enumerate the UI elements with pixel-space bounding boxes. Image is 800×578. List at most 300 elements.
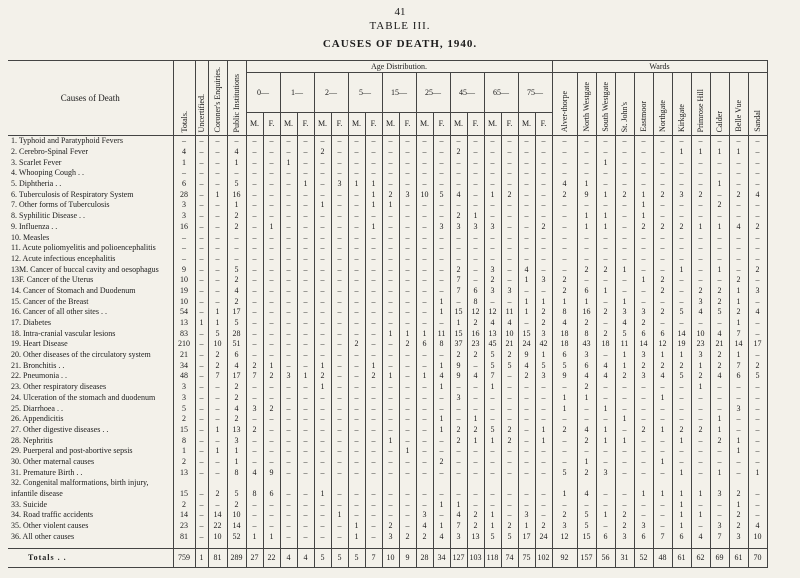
table-cell: 2 xyxy=(535,521,552,532)
table-cell: – xyxy=(596,275,615,286)
table-cell: – xyxy=(467,382,484,393)
table-cell: 12 xyxy=(552,531,577,542)
table-cell: – xyxy=(450,382,467,393)
table-row xyxy=(8,211,767,222)
table-cell: 1 xyxy=(227,157,246,168)
table-cell: – xyxy=(615,211,634,222)
table-cell: 2 xyxy=(501,189,518,200)
table-cell: – xyxy=(710,254,729,265)
table-cell: – xyxy=(518,232,535,243)
table-cell: – xyxy=(577,147,596,158)
table-cell: – xyxy=(382,179,399,190)
table-cell: – xyxy=(653,382,672,393)
table-cell: 6 xyxy=(467,286,484,297)
table-cell: 2 xyxy=(634,222,653,233)
table-cell: 54 xyxy=(173,307,195,318)
table-cell: 3 xyxy=(615,531,634,542)
table-cell: – xyxy=(634,168,653,179)
table-cell: – xyxy=(615,446,634,457)
table-cell: – xyxy=(596,318,615,329)
table-cell: 2 xyxy=(729,489,748,500)
table-cell: 1 xyxy=(399,446,416,457)
table-cell: – xyxy=(691,435,710,446)
table-cell: – xyxy=(382,243,399,254)
table-cell: 1 xyxy=(653,393,672,404)
table-cell: 4 xyxy=(484,318,501,329)
table-cell: – xyxy=(653,136,672,147)
table-cell: – xyxy=(729,243,748,254)
table-cell: – xyxy=(399,157,416,168)
table-cell: 5 xyxy=(484,360,501,371)
table-cell: – xyxy=(433,510,450,521)
table-cell: – xyxy=(195,457,208,468)
table-cell: – xyxy=(535,179,552,190)
female-header: F. xyxy=(501,113,518,136)
cause-name: 33. Suicide xyxy=(8,499,173,510)
table-cell: – xyxy=(634,382,653,393)
table-cell: – xyxy=(691,457,710,468)
table-cell: – xyxy=(399,425,416,436)
table-cell: 4 xyxy=(227,360,246,371)
table-cell: – xyxy=(348,446,365,457)
table-cell: 1 xyxy=(672,264,691,275)
table-cell: 1 xyxy=(263,222,280,233)
table-cell: – xyxy=(195,254,208,265)
table-cell: 3 xyxy=(484,222,501,233)
table-cell: 1 xyxy=(365,222,382,233)
table-cell: – xyxy=(653,318,672,329)
table-cell: 1 xyxy=(208,446,227,457)
table-cell: – xyxy=(653,521,672,532)
table-cell: 2 xyxy=(653,360,672,371)
table-cell: – xyxy=(263,264,280,275)
table-cell xyxy=(314,478,331,489)
table-cell: 42 xyxy=(535,339,552,350)
table-cell: 4 xyxy=(653,371,672,382)
table-cell: 5 xyxy=(208,328,227,339)
table-cell: – xyxy=(653,499,672,510)
table-cell: – xyxy=(365,446,382,457)
table-cell: – xyxy=(450,296,467,307)
table-cell: 2 xyxy=(382,189,399,200)
cause-name: 12. Acute infectious encephalitis xyxy=(8,254,173,265)
table-cell: 3 xyxy=(173,382,195,393)
table-cell: – xyxy=(416,360,433,371)
table-cell: – xyxy=(348,414,365,425)
table-cell: – xyxy=(297,435,314,446)
table-cell: 2 xyxy=(399,531,416,542)
table-cell: – xyxy=(227,243,246,254)
table-cell: – xyxy=(634,393,653,404)
table-cell: 10 xyxy=(416,189,433,200)
table-cell: – xyxy=(691,414,710,425)
table-cell: 1 xyxy=(246,531,263,542)
table-cell: 1 xyxy=(634,200,653,211)
table-cell: 4 xyxy=(748,521,767,532)
table-cell: – xyxy=(297,264,314,275)
table-cell: 2 xyxy=(501,350,518,361)
table-cell: 6 xyxy=(552,350,577,361)
table-cell: 1 xyxy=(348,521,365,532)
table-cell: – xyxy=(173,232,195,243)
table-cell: – xyxy=(672,179,691,190)
table-cell: 1 xyxy=(314,489,331,500)
table-cell: 2 xyxy=(518,371,535,382)
table-cell: – xyxy=(691,264,710,275)
table-cell: 13 xyxy=(227,425,246,436)
age-range-header: 2— xyxy=(314,73,348,113)
table-cell xyxy=(331,478,348,489)
table-cell: – xyxy=(484,457,501,468)
table-cell: – xyxy=(382,467,399,478)
table-cell: – xyxy=(518,222,535,233)
table-cell: – xyxy=(195,339,208,350)
table-cell: – xyxy=(535,286,552,297)
table-cell: 2 xyxy=(173,457,195,468)
table-cell: 4 xyxy=(710,371,729,382)
table-cell: – xyxy=(416,147,433,158)
table-cell: – xyxy=(280,264,297,275)
table-cell: – xyxy=(535,211,552,222)
table-cell: 1 xyxy=(263,360,280,371)
table-cell: – xyxy=(518,446,535,457)
table-cell: – xyxy=(246,307,263,318)
table-cell: – xyxy=(653,168,672,179)
table-cell: 1 xyxy=(518,275,535,286)
cause-name: 5. Diphtheria . . xyxy=(8,179,173,190)
table-cell: 2 xyxy=(227,382,246,393)
table-cell: – xyxy=(518,168,535,179)
table-cell: – xyxy=(433,147,450,158)
table-cell: – xyxy=(246,339,263,350)
table-cell: 3 xyxy=(450,222,467,233)
table-cell: – xyxy=(501,275,518,286)
table-cell: 3 xyxy=(552,521,577,532)
total-cell: 28 xyxy=(416,549,433,568)
table-row xyxy=(8,360,767,371)
table-cell: – xyxy=(501,467,518,478)
table-cell: – xyxy=(748,243,767,254)
table-cell: – xyxy=(484,168,501,179)
table-cell: – xyxy=(297,232,314,243)
table-cell: – xyxy=(577,414,596,425)
table-cell xyxy=(691,478,710,489)
female-header: F. xyxy=(399,113,416,136)
table-cell: – xyxy=(331,168,348,179)
table-cell: – xyxy=(729,232,748,243)
female-header: F. xyxy=(467,113,484,136)
table-cell: – xyxy=(297,425,314,436)
table-cell: 1 xyxy=(577,179,596,190)
table-cell: – xyxy=(672,168,691,179)
table-cell: – xyxy=(280,318,297,329)
table-cell: 1 xyxy=(710,425,729,436)
table-cell: 1 xyxy=(577,211,596,222)
table-cell: 2 xyxy=(501,521,518,532)
table-cell: 8 xyxy=(246,489,263,500)
table-cell: – xyxy=(246,211,263,222)
table-cell: – xyxy=(552,446,577,457)
table-cell: 1 xyxy=(433,382,450,393)
cause-name: 1. Typhoid and Paratyphoid Fevers xyxy=(8,136,173,147)
table-cell: 2 xyxy=(577,382,596,393)
table-cell: – xyxy=(348,360,365,371)
table-cell: 4 xyxy=(467,371,484,382)
table-cell: – xyxy=(280,446,297,457)
cause-name: 3. Scarlet Fever xyxy=(8,157,173,168)
table-cell: – xyxy=(577,200,596,211)
table-cell: – xyxy=(672,414,691,425)
table-cell: 1 xyxy=(467,414,484,425)
table-cell: – xyxy=(314,499,331,510)
table-cell: – xyxy=(729,425,748,436)
table-cell: – xyxy=(634,147,653,158)
table-cell: – xyxy=(348,264,365,275)
table-cell: – xyxy=(314,467,331,478)
table-cell: – xyxy=(634,136,653,147)
table-cell: 1 xyxy=(433,296,450,307)
table-cell: 1 xyxy=(577,393,596,404)
table-cell: 1 xyxy=(195,318,208,329)
table-cell: 1 xyxy=(173,157,195,168)
table-cell: – xyxy=(416,489,433,500)
table-row xyxy=(8,286,767,297)
table-cell xyxy=(263,478,280,489)
table-cell: – xyxy=(653,467,672,478)
table-cell: – xyxy=(331,371,348,382)
table-cell xyxy=(535,478,552,489)
table-subtitle: CAUSES OF DEATH, 1940. xyxy=(322,38,478,50)
table-cell: 2 xyxy=(710,200,729,211)
table-cell: – xyxy=(653,446,672,457)
table-cell: – xyxy=(314,157,331,168)
table-cell: – xyxy=(208,136,227,147)
table-cell: – xyxy=(399,136,416,147)
table-cell: 4 xyxy=(691,307,710,318)
ward-header: Alver-thorpe xyxy=(552,73,577,136)
table-cell: – xyxy=(348,147,365,158)
table-cell: – xyxy=(263,435,280,446)
table-cell: 1 xyxy=(596,189,615,200)
table-cell: – xyxy=(246,296,263,307)
table-cell: – xyxy=(653,435,672,446)
table-cell: – xyxy=(399,286,416,297)
table-cell: – xyxy=(416,211,433,222)
table-cell: – xyxy=(450,403,467,414)
table-cell: – xyxy=(729,168,748,179)
table-cell xyxy=(382,478,399,489)
table-cell: – xyxy=(729,136,748,147)
table-cell: – xyxy=(653,296,672,307)
table-cell: – xyxy=(331,328,348,339)
table-cell: – xyxy=(484,147,501,158)
table-cell: 3 xyxy=(748,286,767,297)
table-cell: – xyxy=(433,403,450,414)
table-cell: – xyxy=(501,254,518,265)
table-cell: – xyxy=(365,243,382,254)
total-cell: 5 xyxy=(331,549,348,568)
table-cell: 9 xyxy=(173,264,195,275)
table-cell: 17 xyxy=(748,339,767,350)
table-cell: 2 xyxy=(552,275,577,286)
table-cell: – xyxy=(227,232,246,243)
table-cell: 51 xyxy=(227,339,246,350)
table-cell: – xyxy=(263,200,280,211)
table-cell: 3 xyxy=(691,296,710,307)
table-cell: 5 xyxy=(227,318,246,329)
table-cell: 10 xyxy=(748,531,767,542)
table-cell: 1 xyxy=(729,318,748,329)
table-cell: – xyxy=(365,286,382,297)
table-cell: – xyxy=(577,232,596,243)
table-cell: – xyxy=(382,510,399,521)
table-row xyxy=(8,136,767,147)
table-cell: – xyxy=(331,147,348,158)
table-row xyxy=(8,264,767,275)
table-cell: – xyxy=(634,457,653,468)
table-cell: 1 xyxy=(227,446,246,457)
table-cell: – xyxy=(382,157,399,168)
table-cell: – xyxy=(748,414,767,425)
table-cell: 3 xyxy=(518,510,535,521)
table-cell: – xyxy=(263,510,280,521)
table-row xyxy=(8,168,767,179)
total-cell: 70 xyxy=(748,549,767,568)
table-cell: 2 xyxy=(208,350,227,361)
table-cell: – xyxy=(297,211,314,222)
table-cell: 9 xyxy=(263,467,280,478)
table-cell: – xyxy=(634,179,653,190)
table-cell: – xyxy=(365,350,382,361)
table-cell: 28 xyxy=(227,328,246,339)
table-cell: – xyxy=(501,393,518,404)
table-cell: 2 xyxy=(552,189,577,200)
table-cell: – xyxy=(552,136,577,147)
table-row xyxy=(8,457,767,468)
cause-name: 27. Other digestive diseases . . xyxy=(8,425,173,436)
table-cell: 1 xyxy=(399,328,416,339)
table-cell: – xyxy=(331,435,348,446)
table-cell: – xyxy=(297,446,314,457)
table-cell: – xyxy=(208,211,227,222)
table-cell: – xyxy=(615,243,634,254)
table-cell: – xyxy=(331,339,348,350)
table-cell: 9 xyxy=(450,360,467,371)
table-cell: – xyxy=(297,414,314,425)
table-cell: – xyxy=(246,350,263,361)
total-cell: 62 xyxy=(691,549,710,568)
table-cell: 1 xyxy=(596,435,615,446)
table-cell: – xyxy=(416,382,433,393)
table-cell: – xyxy=(433,489,450,500)
table-cell: – xyxy=(195,243,208,254)
table-cell: 4 xyxy=(577,371,596,382)
cause-name: 6. Tuberculosis of Respiratory System xyxy=(8,189,173,200)
table-cell: – xyxy=(433,232,450,243)
table-cell: – xyxy=(280,222,297,233)
table-cell: – xyxy=(331,446,348,457)
table-cell: – xyxy=(501,200,518,211)
table-cell: 2 xyxy=(227,393,246,404)
table-cell: – xyxy=(246,393,263,404)
table-cell: 7 xyxy=(710,531,729,542)
table-cell: – xyxy=(331,200,348,211)
table-cell: – xyxy=(246,499,263,510)
table-cell: – xyxy=(399,360,416,371)
table-cell: – xyxy=(348,232,365,243)
table-cell: 4 xyxy=(450,510,467,521)
table-cell: – xyxy=(691,275,710,286)
table-cell: 3 xyxy=(450,531,467,542)
total-cell: 56 xyxy=(596,549,615,568)
table-cell: – xyxy=(433,168,450,179)
table-cell: – xyxy=(552,414,577,425)
table-cell: – xyxy=(748,350,767,361)
table-cell: 2 xyxy=(672,425,691,436)
table-cell: – xyxy=(433,211,450,222)
table-cell: – xyxy=(365,147,382,158)
table-cell: – xyxy=(263,318,280,329)
table-cell: – xyxy=(382,393,399,404)
table-cell: 2 xyxy=(653,275,672,286)
table-cell: – xyxy=(314,521,331,532)
cause-name: 20. Other diseases of the circulatory system xyxy=(8,350,173,361)
table-cell: 2 xyxy=(729,275,748,286)
table-cell: – xyxy=(365,157,382,168)
table-cell: – xyxy=(596,243,615,254)
table-cell: 5 xyxy=(672,307,691,318)
table-cell: – xyxy=(518,318,535,329)
cause-name: 35. Other violent causes xyxy=(8,521,173,532)
table-cell: – xyxy=(246,446,263,457)
female-header: F. xyxy=(365,113,382,136)
table-cell: – xyxy=(382,382,399,393)
table-cell: – xyxy=(710,157,729,168)
table-cell: 4 xyxy=(518,264,535,275)
table-cell: – xyxy=(399,275,416,286)
table-cell xyxy=(365,478,382,489)
table-cell: 1 xyxy=(729,499,748,510)
table-cell: 1 xyxy=(518,296,535,307)
table-cell: 1 xyxy=(416,371,433,382)
table-cell: – xyxy=(314,318,331,329)
table-cell: – xyxy=(596,393,615,404)
table-cell: – xyxy=(691,521,710,532)
table-cell: – xyxy=(399,414,416,425)
table-cell: – xyxy=(399,307,416,318)
table-cell: – xyxy=(518,393,535,404)
table-cell: – xyxy=(263,211,280,222)
table-cell: 1 xyxy=(672,489,691,500)
table-cell: 1 xyxy=(331,510,348,521)
table-cell: 7 xyxy=(450,275,467,286)
table-cell: 2 xyxy=(227,222,246,233)
table-cell: – xyxy=(729,457,748,468)
table-cell: 2 xyxy=(691,286,710,297)
table-cell: – xyxy=(467,179,484,190)
table-cell: 7 xyxy=(729,328,748,339)
table-cell: 1 xyxy=(297,179,314,190)
table-cell: – xyxy=(484,467,501,478)
table-cell: – xyxy=(416,232,433,243)
table-cell: – xyxy=(365,275,382,286)
table-cell: 1 xyxy=(710,264,729,275)
table-cell: 8 xyxy=(433,339,450,350)
total-cell: 75 xyxy=(518,549,535,568)
table-cell: – xyxy=(535,382,552,393)
table-cell: – xyxy=(653,157,672,168)
table-cell: 28 xyxy=(173,189,195,200)
